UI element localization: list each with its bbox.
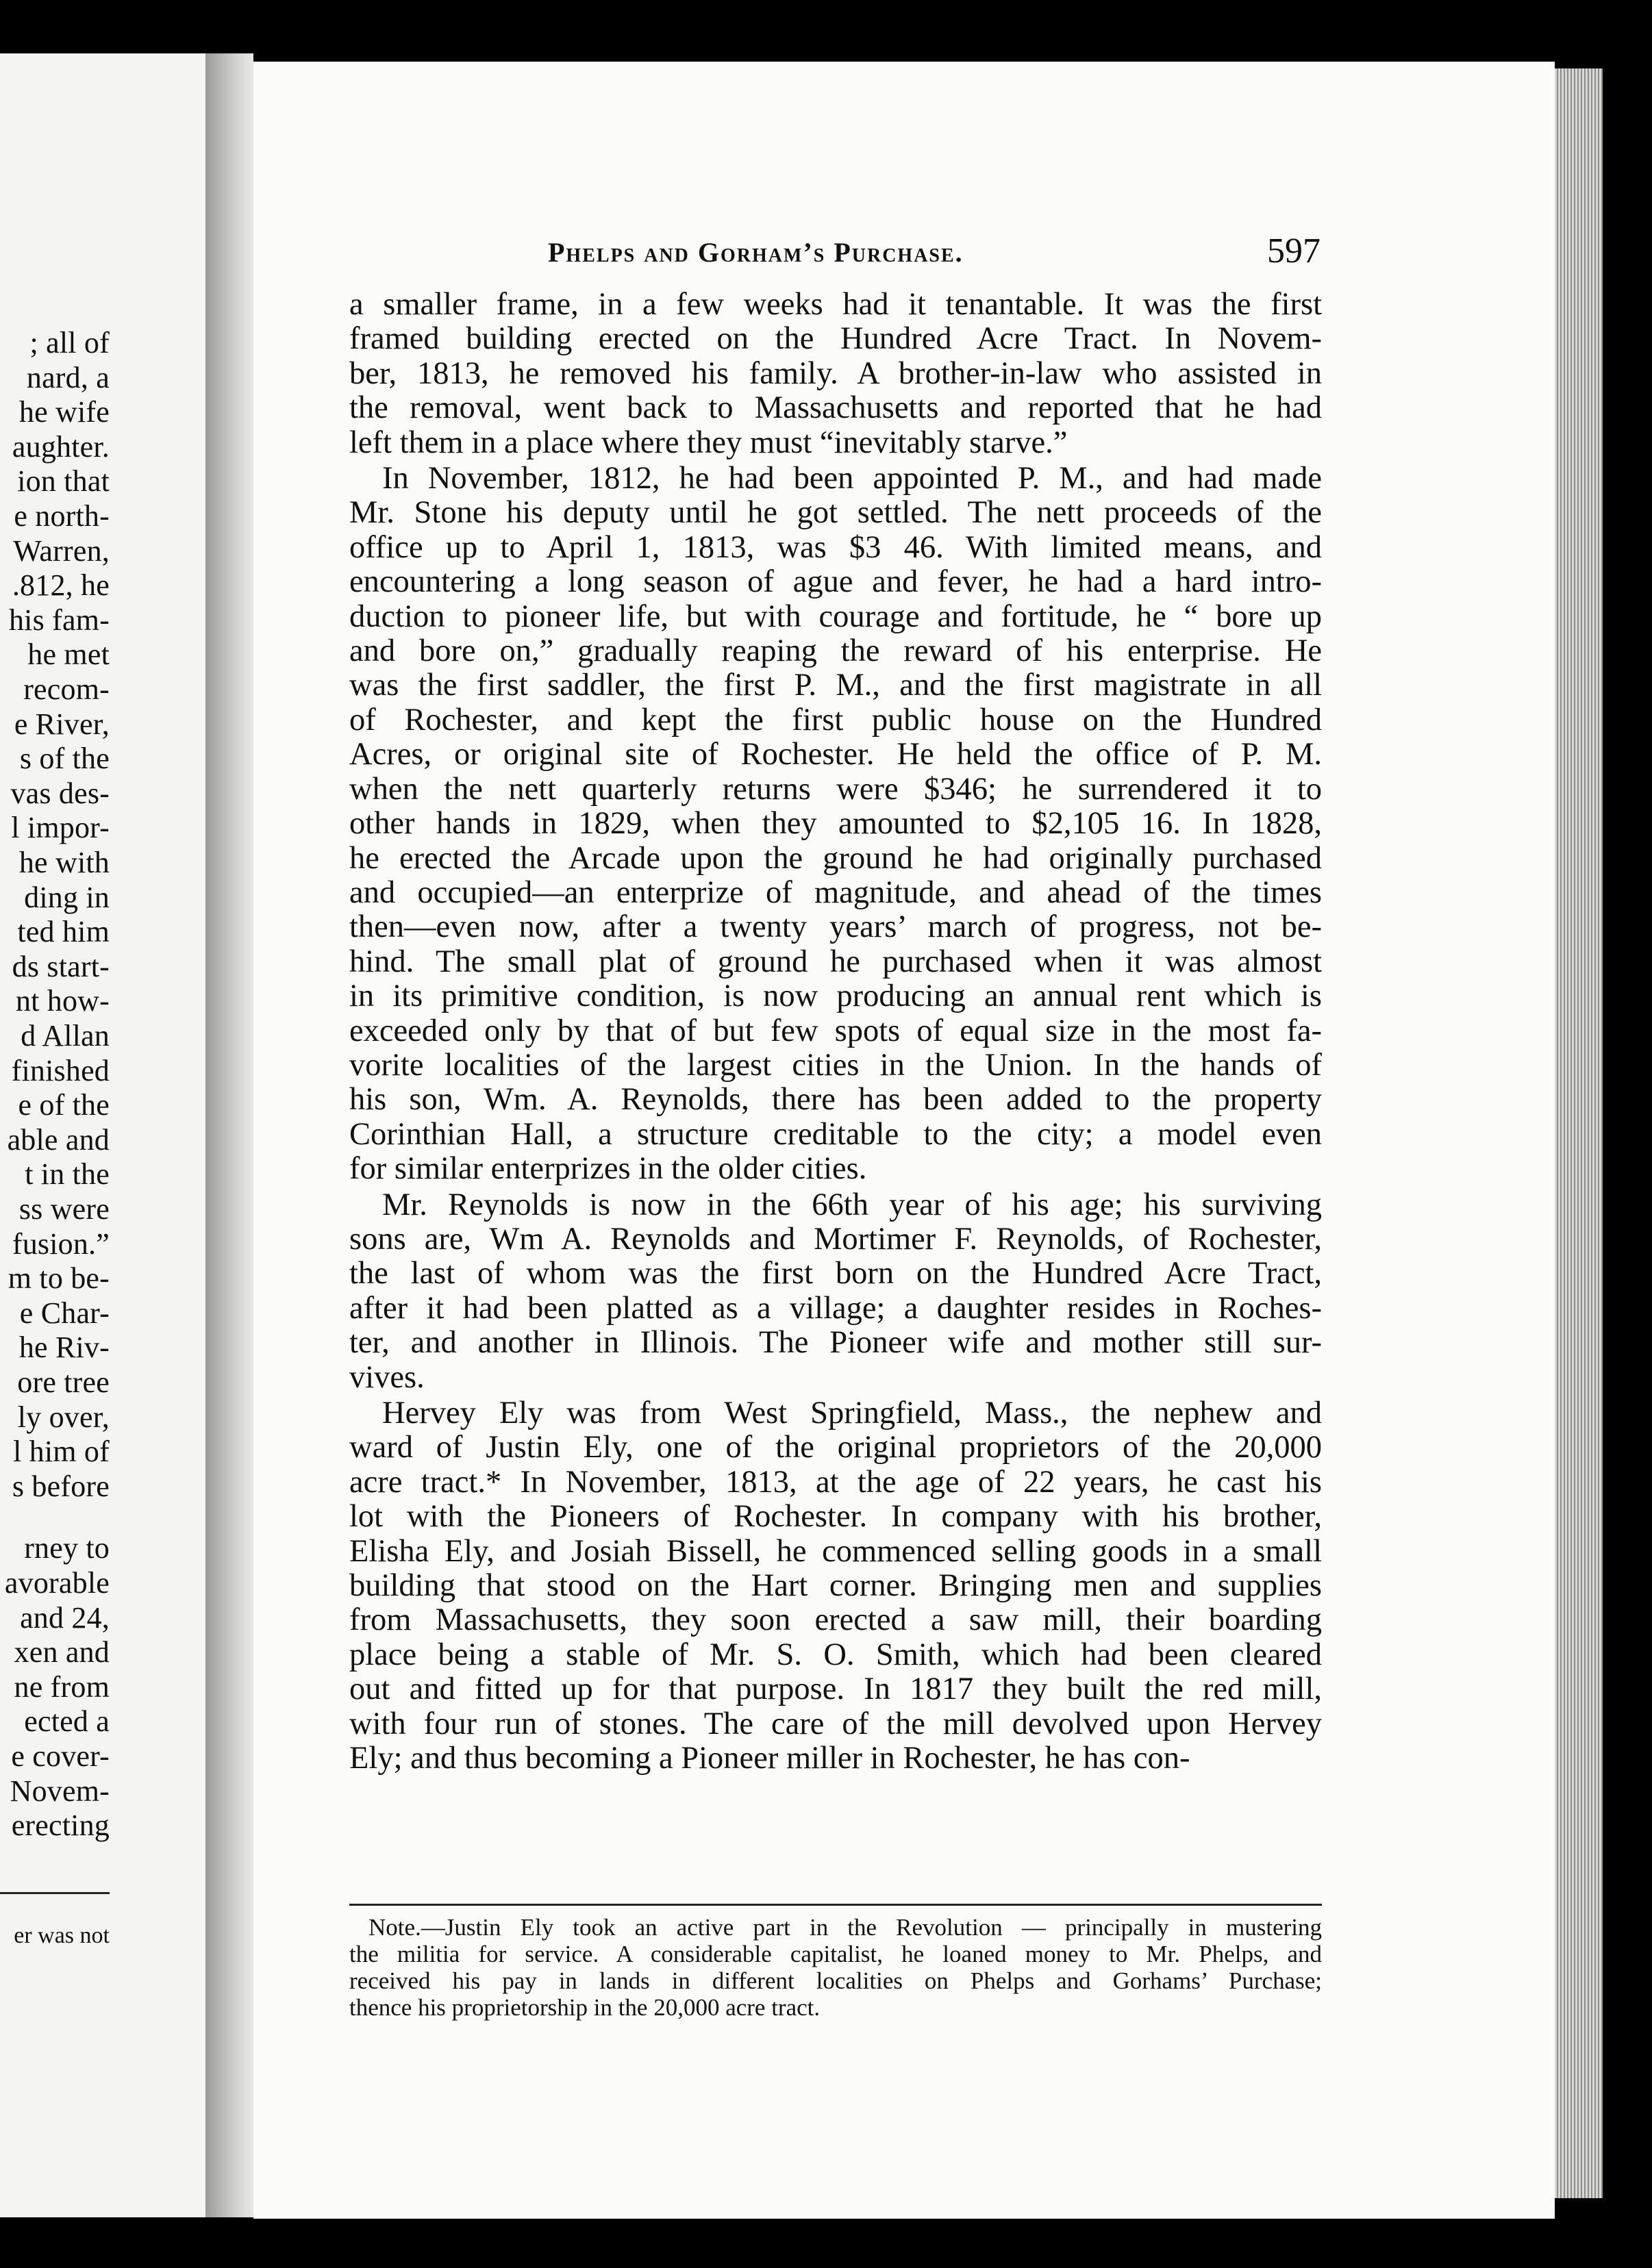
- text-line: exceeded only by that of but few spots of equal size in the most fa-: [349, 1013, 1322, 1048]
- facing-page-line: s before: [12, 1469, 110, 1503]
- text-line: in its primitive condition, is now producing an annual rent which is: [349, 979, 1322, 1014]
- facing-page-line: able and: [7, 1122, 110, 1157]
- page-header: [253, 231, 1555, 277]
- facing-page-line: ; all of: [29, 326, 110, 360]
- text-line: the last of whom was the first born on the Hundred Acre Tract,: [349, 1256, 1322, 1292]
- facing-page-footnote-rule: [0, 1892, 110, 1894]
- facing-page-line: s of the: [19, 742, 110, 776]
- paragraph: [349, 462, 1322, 1187]
- text-line: from Massachusetts, they soon erected a saw mill, their boarding: [349, 1602, 1322, 1638]
- text-line: hind. The small plat of ground he purchased when it was almost: [349, 944, 1322, 979]
- text-line: Hervey Ely was from West Springfield, Mass., the nephew and: [382, 1396, 1322, 1431]
- facing-page-line: vas des-: [10, 776, 110, 810]
- facing-page-line: and 24,: [20, 1600, 110, 1635]
- facing-page-line: fusion.”: [12, 1226, 110, 1261]
- facing-page-line: ding in: [24, 880, 110, 914]
- facing-page-footnote: er was not: [14, 1923, 110, 1948]
- text-line: was the first saddler, the first P. M., and the first magistrate in all: [349, 668, 1322, 703]
- facing-page-line: m to be-: [8, 1261, 110, 1296]
- text-line: then—even now, after a twenty years’ march of progress, not be-: [349, 909, 1322, 945]
- text-line: of Rochester, and kept the first public house on the Hundred: [349, 702, 1322, 738]
- text-line: left them in a place where they must “inevitably starve.”: [349, 425, 1068, 460]
- facing-page-line: e cover-: [11, 1739, 110, 1773]
- text-line: his son, Wm. A. Reynolds, there has been added to the property: [349, 1082, 1322, 1118]
- footnote-line: thence his proprietorship in the 20,000 acre tract.: [349, 1994, 821, 2021]
- facing-page-line: ted him: [17, 915, 110, 949]
- facing-page-line: ion that: [17, 464, 110, 499]
- facing-page-line: d Allan: [21, 1019, 110, 1053]
- text-line: In November, 1812, he had been appointed P. M., and had made: [382, 461, 1322, 496]
- facing-page-line: xen and: [14, 1635, 110, 1670]
- text-line: Elisha Ely, and Josiah Bissell, he commenced selling goods in a small: [349, 1533, 1322, 1569]
- text-line: ward of Justin Ely, one of the original proprietors of the 20,000: [349, 1430, 1322, 1465]
- paragraph: [349, 1396, 1322, 1776]
- facing-page-line: avorable: [4, 1566, 110, 1600]
- text-line: office up to April 1, 1813, was $3 46. With limited means, and: [349, 529, 1322, 565]
- paragraph: [349, 1188, 1322, 1395]
- facing-page-line: t in the: [25, 1157, 110, 1192]
- text-line: a smaller frame, in a few weeks had it tenantable. It was the first: [349, 287, 1322, 322]
- facing-page-line: he wife: [18, 395, 110, 429]
- text-line: the removal, went back to Massachusetts and reported that he had: [349, 390, 1322, 426]
- facing-page-line: ly over,: [17, 1400, 110, 1434]
- text-line: encountering a long season of ague and fever, he had a hard intro-: [349, 564, 1322, 600]
- text-line: he erected the Arcade upon the ground he had originally purchased: [349, 840, 1322, 876]
- facing-page-line: e north-: [14, 499, 110, 533]
- text-line: Acres, or original site of Rochester. He held the office of P. M.: [349, 737, 1322, 772]
- text-line: when the nett quarterly returns were $346; he surrendered it to: [349, 771, 1322, 807]
- facing-page-line: .812, he: [12, 568, 110, 603]
- paragraph: [349, 288, 1322, 460]
- text-line: lot with the Pioneers of Rochester. In company with his brother,: [349, 1499, 1322, 1535]
- facing-page-line: ss were: [18, 1192, 110, 1226]
- text-line: other hands in 1829, when they amounted to $2,105 16. In 1828,: [349, 806, 1322, 842]
- facing-page-line: erecting: [11, 1809, 110, 1843]
- facing-page-line: l impor-: [11, 811, 110, 845]
- facing-page-line: he Riv-: [18, 1331, 110, 1365]
- text-line: building that stood on the Hart corner. Bringing men and supplies: [349, 1568, 1322, 1604]
- text-line: Mr. Reynolds is now in the 66th year of his age; his surviving: [382, 1187, 1322, 1222]
- text-line: for similar enterprizes in the older cities.: [349, 1151, 867, 1187]
- book-gutter: [205, 53, 253, 2217]
- facing-page-line: ds start-: [12, 949, 110, 983]
- facing-page-line: Novem-: [10, 1774, 110, 1808]
- facing-page-line: nard, a: [26, 360, 110, 394]
- book-page: [253, 62, 1555, 2219]
- facing-page-line: he with: [18, 846, 110, 879]
- facing-page-line: recom-: [23, 672, 110, 706]
- facing-page-line: aughter.: [12, 429, 110, 464]
- facing-page-line: e of the: [18, 1088, 110, 1122]
- footnote-line: received his pay in lands in different localities on Phelps and Gorhams’ Purchase;: [349, 1967, 1322, 1994]
- facing-page-line: he met: [27, 638, 110, 672]
- text-line: ter, and another in Illinois. The Pioneer wife and mother still sur-: [349, 1325, 1322, 1361]
- text-line: acre tract.* In November, 1813, at the age of 22 years, he cast his: [349, 1464, 1322, 1500]
- facing-page-line: ore tree: [17, 1365, 110, 1399]
- text-line: vorite localities of the largest cities in the Union. In the hands of: [349, 1047, 1322, 1083]
- facing-page-line: ected a: [24, 1704, 110, 1739]
- text-line: vives.: [349, 1359, 425, 1395]
- running-head: Phelps and Gorham’s Purchase.: [548, 237, 964, 268]
- facing-page-line: his fam-: [8, 603, 110, 637]
- facing-page-line: finished: [11, 1053, 110, 1087]
- facing-page-line: nt how-: [15, 984, 110, 1018]
- text-line: duction to pioneer life, but with courage and fortitude, he “ bore up: [349, 598, 1322, 634]
- facing-page-fragment: [0, 53, 205, 2217]
- facing-page-line: Warren,: [13, 533, 110, 568]
- text-line: place being a stable of Mr. S. O. Smith, which had been cleared: [349, 1637, 1322, 1672]
- text-line: out and fitted up for that purpose. In 1817 they built the red mill,: [349, 1672, 1322, 1707]
- text-line: Mr. Stone his deputy until he got settled. The nett proceeds of the: [349, 495, 1322, 531]
- text-line: Ely; and thus becoming a Pioneer miller in Rochester, he has con-: [349, 1741, 1190, 1776]
- facing-page-line: l him of: [13, 1435, 110, 1469]
- footnote-line: Note.—Justin Ely took an active part in the Revolution — principally in mustering: [368, 1914, 1322, 1941]
- footnote-line: the militia for service. A considerable capitalist, he loaned money to Mr. Phelps, and: [349, 1941, 1322, 1967]
- text-line: ber, 1813, he removed his family. A brother-in-law who assisted in: [349, 355, 1322, 391]
- footnote: [349, 1914, 1322, 2021]
- text-line: sons are, Wm A. Reynolds and Mortimer F. Reynolds, of Rochester,: [349, 1221, 1322, 1257]
- text-line: after it had been platted as a village; a daughter resides in Roches-: [349, 1290, 1322, 1326]
- text-line: and bore on,” gradually reaping the reward of his enterprise. He: [349, 633, 1322, 669]
- page-edges: [1555, 68, 1603, 2198]
- page-number: 597: [1267, 231, 1321, 270]
- facing-page-line: e River,: [14, 707, 110, 741]
- body-text: [349, 288, 1322, 1777]
- text-line: Corinthian Hall, a structure creditable to the city; a model even: [349, 1116, 1322, 1152]
- facing-page-line: ne from: [14, 1670, 110, 1704]
- text-line: with four run of stones. The care of the mill devolved upon Hervey: [349, 1706, 1322, 1741]
- facing-page-line: rney to: [24, 1531, 110, 1565]
- facing-page-line: e Char-: [19, 1296, 110, 1330]
- footnote-rule: [349, 1904, 1322, 1906]
- text-line: framed building erected on the Hundred Acre Tract. In Novem-: [349, 321, 1322, 357]
- text-line: and occupied—an enterprize of magnitude, and ahead of the times: [349, 874, 1322, 910]
